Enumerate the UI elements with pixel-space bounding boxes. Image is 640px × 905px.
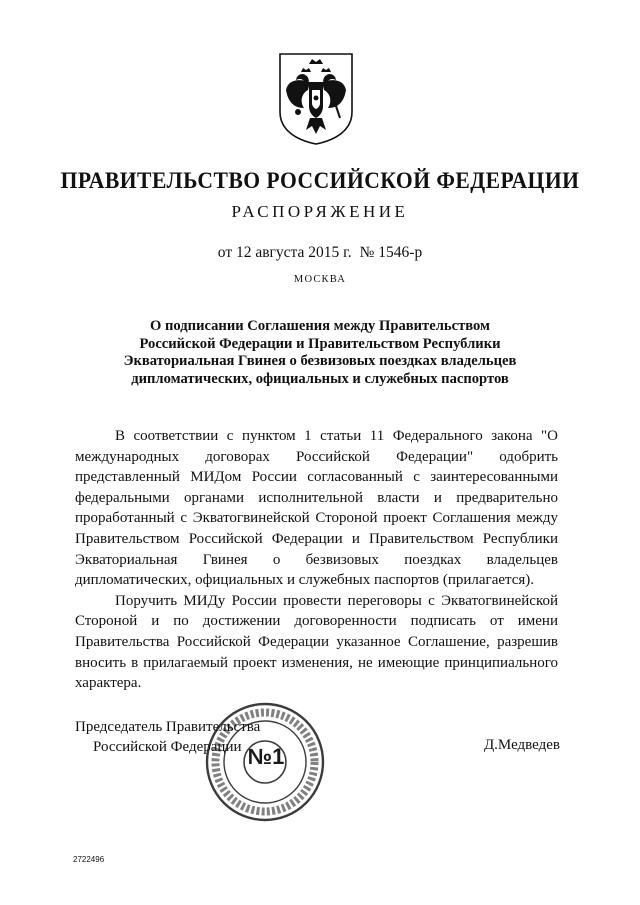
document-number: № 1546-р <box>359 244 423 261</box>
document-type: РАСПОРЯЖЕНИЕ <box>231 202 409 221</box>
body-paragraph: В соответствии с пунктом 1 статьи 11 Федерального закона "О международных договорах Российской Федерации" одобрить представленный МИДом России согласованный с заинтересованными федеральными органами исполнительной власти и предварительно проработанный с Экватогвинейской Стороной проект Соглашения между Правительством Российской Федерации и Правительством Республики Экваториальная Гвинея о безвизовых поездках владельцев дипломатических, официальных и служебных паспортов (прилагается). <box>75 428 558 589</box>
document-code: 2722496 <box>73 855 105 864</box>
document-date-line <box>0 244 640 262</box>
signatory-title-line: Председатель Правительства <box>75 719 261 735</box>
subject-line: дипломатических, официальных и служебных паспортов <box>131 370 509 387</box>
subject-line: Российской Федерации и Правительством Республики <box>139 335 501 352</box>
document-body <box>75 426 558 694</box>
subject-line: Экваториальная Гвинея о безвизовых поездках владельцев <box>123 353 517 369</box>
document-subject <box>95 318 545 388</box>
signatory-name: Д.Медведев <box>483 737 560 753</box>
body-paragraph: Поручить МИДу России провести переговоры с Экватогвинейской Стороной и по достижении договоренности подписать от имени Правительства Российской Федерации указанное Соглашение, разрешив вносить в прилагаемый проект изменения, не имеющие принципиального характера. <box>75 592 558 692</box>
government-title: ПРАВИТЕЛЬСТВО РОССИЙСКОЙ ФЕДЕРАЦИИ <box>60 168 580 193</box>
document-date: от 12 августа 2015 г. <box>217 244 352 261</box>
stamp-number: №1 <box>247 744 285 769</box>
city-name: МОСКВА <box>293 274 347 285</box>
subject-line: О подписании Соглашения между Правительством <box>150 318 490 334</box>
signatory-title-line: Российской Федерации <box>93 739 242 755</box>
russian-coat-of-arms-icon <box>274 50 358 146</box>
